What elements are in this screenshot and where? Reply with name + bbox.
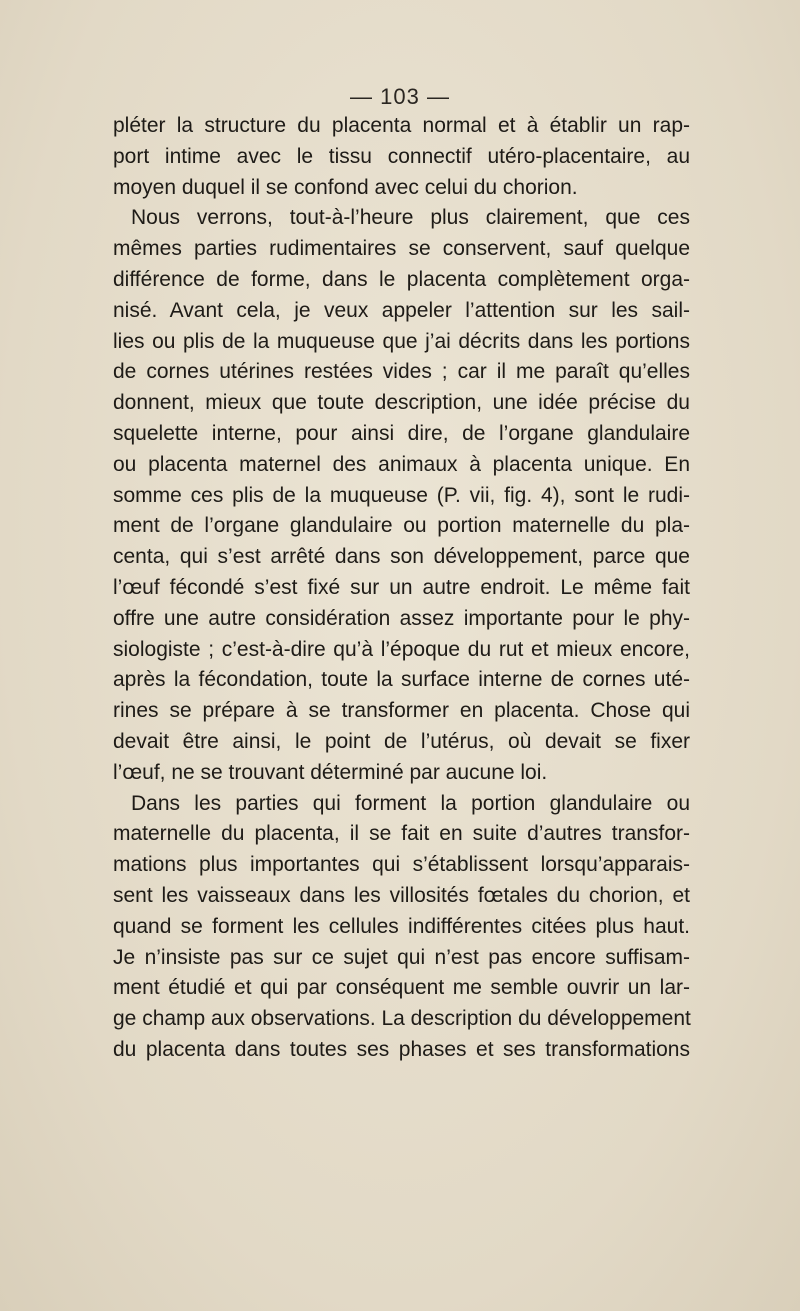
- text-line: ment étudié et qui par conséquent me semble ouvrir un lar-: [113, 976, 690, 1000]
- text-line: quand se forment les cellules indifférentes citées plus haut.: [113, 914, 690, 938]
- text-line: mations plus importantes qui s’établissent lorsqu’apparais-: [113, 853, 690, 877]
- text-line: lies ou plis de la muqueuse que j’ai décrits dans les portions: [113, 329, 690, 353]
- text-line: siologiste ; c’est-à-dire qu’à l’époque du rut et mieux encore,: [113, 637, 690, 661]
- text-line: port intime avec le tissu connectif utéro-placentaire, au: [113, 144, 690, 168]
- text-line: Nous verrons, tout-à-l’heure plus clairement, que ces: [131, 206, 690, 230]
- text-line: sent les vaisseaux dans les villosités fœtales du chorion, et: [113, 883, 690, 907]
- text-line: donnent, mieux que toute description, une idée précise du: [113, 391, 690, 415]
- page-number: — 103 —: [350, 84, 450, 109]
- text-line: somme ces plis de la muqueuse (P. vii, fig. 4), sont le rudi-: [113, 483, 690, 507]
- body-text: [113, 111, 690, 1066]
- text-line: squelette interne, pour ainsi dire, de l’organe glandulaire: [113, 421, 690, 445]
- text-line: du placenta dans toutes ses phases et ses transformations: [113, 1037, 690, 1061]
- text-line: mêmes parties rudimentaires se conservent, sauf quelque: [113, 237, 690, 261]
- text-line: nisé. Avant cela, je veux appeler l’attention sur les sail-: [113, 298, 690, 322]
- text-line: Dans les parties qui forment la portion glandulaire ou: [131, 791, 690, 815]
- text-line: pléter la structure du placenta normal et à établir un rap-: [113, 114, 690, 137]
- text-line: Je n’insiste pas sur ce sujet qui n’est pas encore suffisam-: [113, 945, 690, 969]
- text-line: différence de forme, dans le placenta complètement orga-: [113, 267, 690, 291]
- text-line: ment de l’organe glandulaire ou portion maternelle du pla-: [113, 514, 690, 538]
- text-line: centa, qui s’est arrêté dans son développement, parce que: [113, 545, 690, 569]
- text-line: l’œuf, ne se trouvant déterminé par aucune loi.: [113, 760, 548, 784]
- text-line: ou placenta maternel des animaux à placenta unique. En: [113, 452, 690, 476]
- text-line: de cornes utérines restées vides ; car il me paraît qu’elles: [113, 360, 690, 384]
- text-line: ge champ aux observations. La description du développement: [113, 1007, 691, 1031]
- text-line: l’œuf fécondé s’est fixé sur un autre endroit. Le même fait: [113, 575, 690, 599]
- text-line: maternelle du placenta, il se fait en suite d’autres transfor-: [113, 822, 690, 846]
- text-line: moyen duquel il se confond avec celui du chorion.: [113, 175, 578, 199]
- text-line: rines se prépare à se transformer en placenta. Chose qui: [113, 699, 690, 723]
- text-line: offre une autre considération assez importante pour le phy-: [113, 606, 690, 630]
- text-line: devait être ainsi, le point de l’utérus, où devait se fixer: [113, 729, 690, 753]
- text-line: après la fécondation, toute la surface interne de cornes uté-: [113, 668, 690, 692]
